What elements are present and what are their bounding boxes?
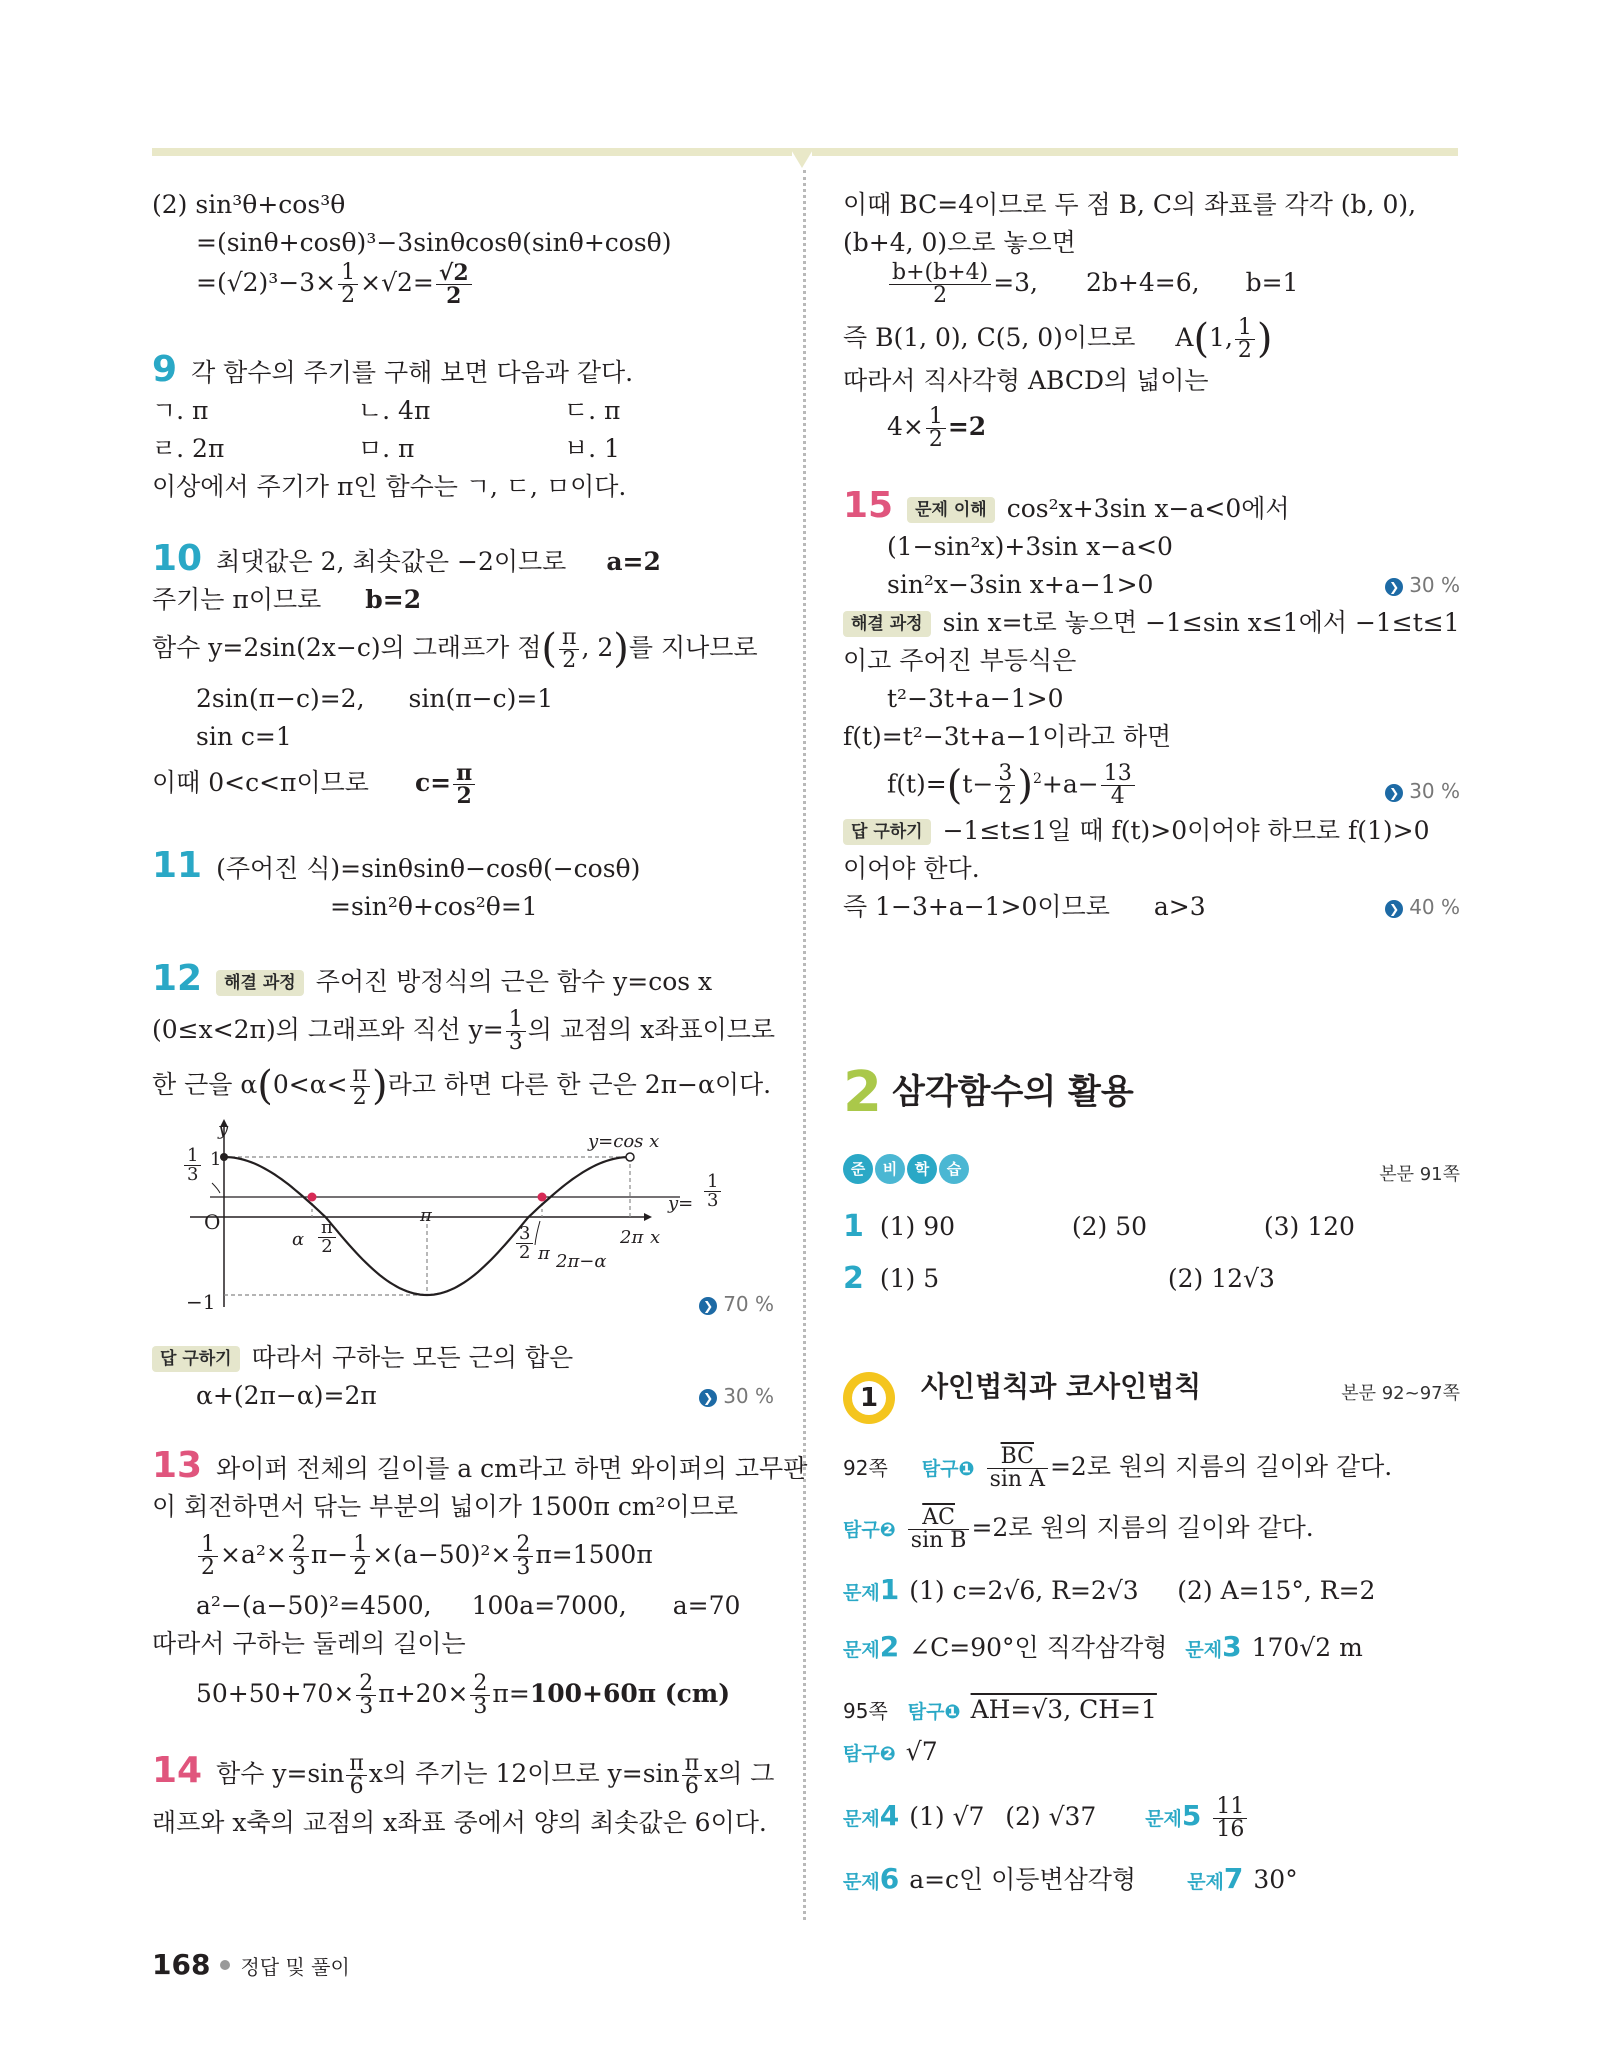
p10-line6: 이때 0<c<π이므로 c= $\frac{\pi}{2}$ bbox=[152, 762, 774, 807]
top-rule-right bbox=[812, 148, 1458, 156]
p10-line5: sin c=1 bbox=[196, 722, 292, 751]
cosine-graph bbox=[186, 1117, 774, 1317]
graph-cos-label: y=cos x bbox=[588, 1131, 660, 1152]
p9-row2: ㄹ. 2π ㅁ. π ㅂ. 1 bbox=[152, 434, 620, 463]
graph-origin: O bbox=[204, 1210, 221, 1234]
p15-line7: f(t)=t²−3t+a−1이라고 하면 bbox=[843, 722, 1172, 751]
graph-line-third: $\frac{1}{3}$ bbox=[704, 1173, 721, 1210]
p12-answer: 답 구하기 따라서 구하는 모든 근의 합은 bbox=[152, 1339, 774, 1377]
explore-95-1: 95쪽 탐구❶ AH=√3, CH=1 bbox=[843, 1695, 1157, 1724]
p8-line3: =(√2)³−3× $\frac{1}{2}$ ×√2= $\frac{√2}{2}$ bbox=[152, 262, 774, 307]
p15-line2: (1−sin²x)+3sin x−a<0 bbox=[887, 532, 1173, 561]
p11-line2: =sin²θ+cos²θ=1 bbox=[330, 892, 538, 921]
p9-row1: ㄱ. π ㄴ. 4π ㄷ. π bbox=[152, 396, 621, 425]
p15-line10: 이어야 한다. bbox=[843, 854, 980, 884]
percent-40: ❯ 40 % bbox=[1385, 888, 1460, 926]
p15-line11: 즉 1−3+a−1>0이므로 a>3 ❯ 40 % bbox=[843, 888, 1460, 926]
graph-x-label: x bbox=[650, 1227, 661, 1248]
explore-answers bbox=[843, 1446, 1460, 1902]
p8-line2: =(sinθ+cosθ)³−3sinθcosθ(sinθ+cosθ) bbox=[196, 228, 672, 257]
percent-70: ❯ 70 % bbox=[699, 1285, 774, 1323]
explore-92-1: 92쪽 탐구❶ $\frac{\overline{BC}}{\text{sin A}}$ =2로 원의 지름의 길이와 같다. bbox=[843, 1444, 1393, 1492]
p12-line3: 한 근을 α(0<α< $\frac{\pi}{2}$ )라고 하면 다른 한 근은 2π−α이다. bbox=[152, 1062, 772, 1110]
subsection-header bbox=[843, 1365, 1460, 1425]
p15-line4: 해결 과정 sin x=t로 놓으면 −1≤sin x≤1에서 −1≤t≤1 bbox=[843, 604, 1460, 642]
graph-line-label: y= bbox=[668, 1193, 694, 1214]
problem-11: 11 (주어진 식)=sinθsinθ−cosθ(−cosθ) bbox=[152, 845, 641, 886]
question-2-3: 문제2 ∠C=90°인 직각삼각형 문제3 170√2 m bbox=[843, 1630, 1363, 1663]
percent-30-a: ❯ 30 % bbox=[699, 1377, 774, 1415]
p15-line3: sin²x−3sin x+a−1>0 ❯ 30 % bbox=[843, 566, 1460, 604]
graph-neg-one: −1 bbox=[186, 1290, 216, 1314]
prep-page-ref: 본문 91쪽 bbox=[1379, 1164, 1460, 1185]
column-divider bbox=[803, 170, 806, 1920]
badge-solve-2: 해결 과정 bbox=[843, 611, 931, 637]
graph-three-halves-pi: π bbox=[538, 1243, 550, 1264]
p14-cont-line6: 4× $\frac{1}{2}$ =2 bbox=[887, 404, 987, 452]
left-column bbox=[152, 186, 808, 1842]
subsection-page-ref: 본문 92~97쪽 bbox=[1341, 1383, 1460, 1404]
graph-one: 1 bbox=[210, 1149, 222, 1170]
section-number: 2 bbox=[843, 1060, 882, 1125]
prep-row-2: 2 (1) 5 (2) 12√3 bbox=[843, 1261, 1275, 1296]
p14-cont-line3: $\frac{b+(b+4)}{2}$ =3, 2b+4=6, b=1 bbox=[843, 262, 1460, 307]
footer-label: 정답 및 풀이 bbox=[240, 1955, 350, 1979]
p15-line6: t²−3t+a−1>0 bbox=[887, 684, 1064, 713]
p15-line9: 답 구하기 −1≤t≤1일 때 f(t)>0이어야 하므로 f(1)>0 bbox=[843, 812, 1460, 850]
p13-line4: a²−(a−50)²=4500, 100a=7000, a=70 bbox=[196, 1591, 741, 1620]
badge-answer-2: 답 구하기 bbox=[843, 819, 931, 845]
right-column bbox=[843, 186, 1460, 926]
problem-13: 13 와이퍼 전체의 길이를 a cm라고 하면 와이퍼의 고무판 bbox=[152, 1445, 808, 1486]
p14-cont-line1: 이때 BC=4이므로 두 점 B, C의 좌표를 각각 (b, 0), bbox=[843, 190, 1417, 219]
graph-one-third: $\frac{1}{3}$ bbox=[184, 1147, 201, 1184]
percent-30-b: ❯ 30 % bbox=[1385, 566, 1460, 604]
graph-y-label: y bbox=[218, 1119, 229, 1140]
prep-row-1: 1 (1) 90 (2) 50 (3) 120 bbox=[843, 1209, 1355, 1244]
badge-answer: 답 구하기 bbox=[152, 1346, 240, 1372]
question-1: 문제1 (1) c=2√6, R=2√3 (2) A=15°, R=2 bbox=[843, 1573, 1376, 1606]
p15-line8: f(t)=(t− $\frac{3}{2}$ )$^2$+a− $\frac{13}{4}$ ❯ 30 % bbox=[887, 761, 1460, 810]
problem-14: 14 함수 y=sin $\frac{\pi}{6}$ x의 주기는 12이므로 y=sin $\frac{\pi}{6}$ x의 그 bbox=[152, 1750, 775, 1799]
question-6-7: 문제6 a=c인 이등변삼각형 문제7 30° bbox=[843, 1862, 1298, 1895]
prep-answers bbox=[843, 1208, 1460, 1298]
graph-alpha: α bbox=[292, 1229, 305, 1250]
section-header bbox=[843, 1060, 1460, 1130]
problem-10: 10 최댓값은 2, 최솟값은 −2이므로 a=2 bbox=[152, 538, 661, 579]
cosine-graph-svg bbox=[190, 1117, 750, 1317]
p13-line2: 이 회전하면서 닦는 부분의 넓이가 1500π cm²이므로 bbox=[152, 1492, 739, 1521]
graph-three-halves: $\frac{3}{2}$ bbox=[516, 1225, 533, 1262]
rule-notch bbox=[790, 148, 814, 170]
p14-cont-line4: 즉 B(1, 0), C(5, 0)이므로 A(1, $\frac{1}{2}$ ) bbox=[843, 315, 1273, 363]
p8-line1: (2) sin³θ+cos³θ bbox=[152, 190, 346, 219]
p13-line5: 따라서 구하는 둘레의 길이는 bbox=[152, 1629, 466, 1658]
p13-line3: $\frac{1}{2}$ ×a²× $\frac{2}{3}$ π− $\frac{1}{2}$ ×(a−50)²× $\frac{2}{3}$ π=1500π bbox=[152, 1534, 774, 1579]
page-number: 168 bbox=[152, 1948, 211, 1981]
explore-95-2: 탐구❷ √7 bbox=[843, 1737, 938, 1766]
p14-cont-line2: (b+4, 0)으로 놓으면 bbox=[843, 228, 1076, 257]
problem-9: 9 각 함수의 주기를 구해 보면 다음과 같다. bbox=[152, 349, 634, 390]
page-footer bbox=[152, 1948, 350, 1981]
explore-92-2: 탐구❷ $\frac{\overline{AC}}{\text{sin B}}$ =2로 원의 지름의 길이와 같다. bbox=[843, 1505, 1314, 1553]
section-title: 삼각함수의 활용 bbox=[891, 1072, 1134, 1112]
p10-line4: 2sin(π−c)=2, sin(π−c)=1 bbox=[196, 684, 554, 713]
graph-half-pi: $\frac{\pi}{2}$ bbox=[318, 1219, 336, 1256]
prep-study-header: 준 비 학 습 본문 91쪽 bbox=[843, 1154, 1460, 1194]
question-4-5: 문제4 (1) √7 (2) √37 문제5 $\frac{11}{16}$ bbox=[843, 1796, 1460, 1841]
p14-cont-line5: 따라서 직사각형 ABCD의 넓이는 bbox=[843, 366, 1209, 395]
p10-line2: 주기는 π이므로 b=2 bbox=[152, 585, 422, 614]
p9-conclusion: 이상에서 주기가 π인 함수는 ㄱ, ㄷ, ㅁ이다. bbox=[152, 472, 627, 501]
graph-pi: π bbox=[420, 1205, 432, 1226]
p12-sum: α+(2π−α)=2π ❯ 30 % bbox=[152, 1377, 774, 1415]
p12-line2: (0≤x<2π)의 그래프와 직선 y= $\frac{1}{3}$ 의 교점의 x좌표이므로 bbox=[152, 1007, 776, 1055]
graph-two-pi-minus-alpha: 2π−α bbox=[556, 1251, 607, 1272]
badge-solve: 해결 과정 bbox=[216, 970, 304, 996]
p13-line6: 50+50+70× $\frac{2}{3}$ π+20× $\frac{2}{3}$ π=100+60π (cm) bbox=[196, 1671, 731, 1719]
problem-15: 15 문제 이해 cos²x+3sin x−a<0에서 bbox=[843, 485, 1290, 526]
badge-understand: 문제 이해 bbox=[907, 497, 995, 523]
percent-30-c: ❯ 30 % bbox=[1385, 772, 1460, 810]
graph-two-pi: 2π bbox=[620, 1227, 644, 1248]
top-rule-left bbox=[152, 148, 792, 156]
p15-line5: 이고 주어진 부등식은 bbox=[843, 646, 1077, 675]
problem-12: 12 해결 과정 주어진 방정식의 근은 함수 y=cos x bbox=[152, 958, 713, 999]
p10-line3: 함수 y=2sin(2x−c)의 그래프가 점( $\frac{\pi}{2}$ , 2)를 지나므로 bbox=[152, 625, 758, 673]
p14-line2: 래프와 x축의 교점의 x좌표 중에서 양의 최솟값은 6이다. bbox=[152, 1808, 767, 1837]
footer-dot bbox=[220, 1960, 230, 1970]
subsection-number-badge: 1 bbox=[843, 1372, 895, 1424]
subsection-title: 사인법칙과 코사인법칙 bbox=[921, 1370, 1202, 1403]
